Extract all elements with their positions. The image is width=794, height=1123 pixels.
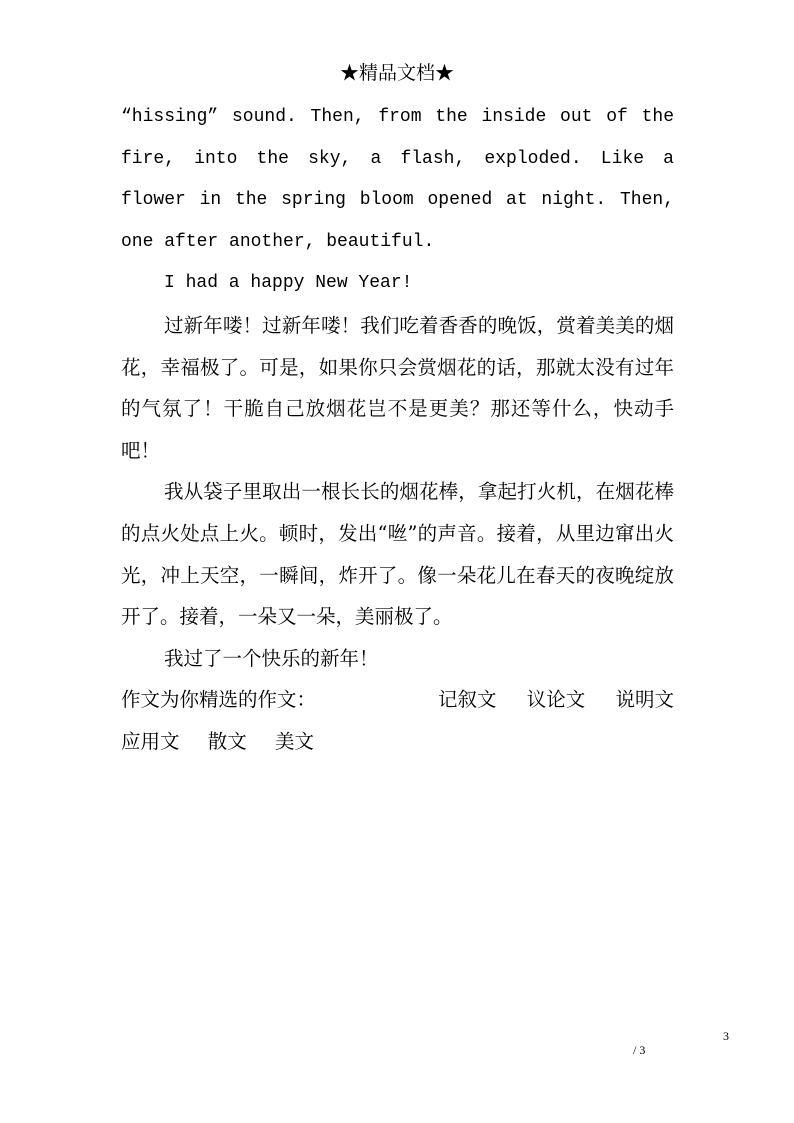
page-number: 3 <box>723 1029 729 1043</box>
english-paragraph-fireworks: “hissing” sound. Then, from the inside out of the fire, into the sky, a flash, exploded. Like a flower in the spring bloom opened at night. Then, one after another, beautiful. <box>121 107 674 252</box>
document-header-title: ★精品文档★ <box>339 62 454 84</box>
link-argumentative-essay[interactable]: 议论文 <box>526 688 586 712</box>
related-links-group <box>414 679 674 721</box>
related-essays-row-2 <box>121 721 674 763</box>
link-expository-essay[interactable]: 说明文 <box>615 688 674 712</box>
related-essays-row-1 <box>121 679 674 721</box>
link-prose-essay[interactable]: 散文 <box>207 729 247 753</box>
chinese-paragraph-fireworks: 我从袋子里取出一根长长的烟花棒，拿起打火机，在烟花棒的点火处点上火。顿时，发出“咝”的声音。接着，从里边窜出火光，冲上天空，一瞬间，炸开了。像一朵花儿在春天的夜晚绽放开了。接着，一朵又一朵，美丽极了。 <box>121 480 674 629</box>
chinese-paragraph-new-year: 过新年喽！过新年喽！我们吃着香香的晚饭，赏着美美的烟花，幸福极了。可是，如果你只会赏烟花的话，那就太没有过年的气氛了！干脆自己放烟花岂不是更美？那还等什么，快动手吧！ <box>121 313 674 462</box>
page-total: / 3 <box>633 1043 646 1057</box>
link-beautiful-essay[interactable]: 美文 <box>274 729 314 753</box>
link-narrative-essay[interactable]: 记叙文 <box>438 688 497 712</box>
related-essays-label: 作文为你精选的作文： <box>121 688 317 712</box>
english-paragraph-happy-new-year: I had a happy New Year! <box>164 273 413 294</box>
document-body <box>121 97 674 763</box>
chinese-paragraph-conclusion: 我过了一个快乐的新年！ <box>164 646 379 670</box>
link-practical-essay[interactable]: 应用文 <box>121 729 180 753</box>
